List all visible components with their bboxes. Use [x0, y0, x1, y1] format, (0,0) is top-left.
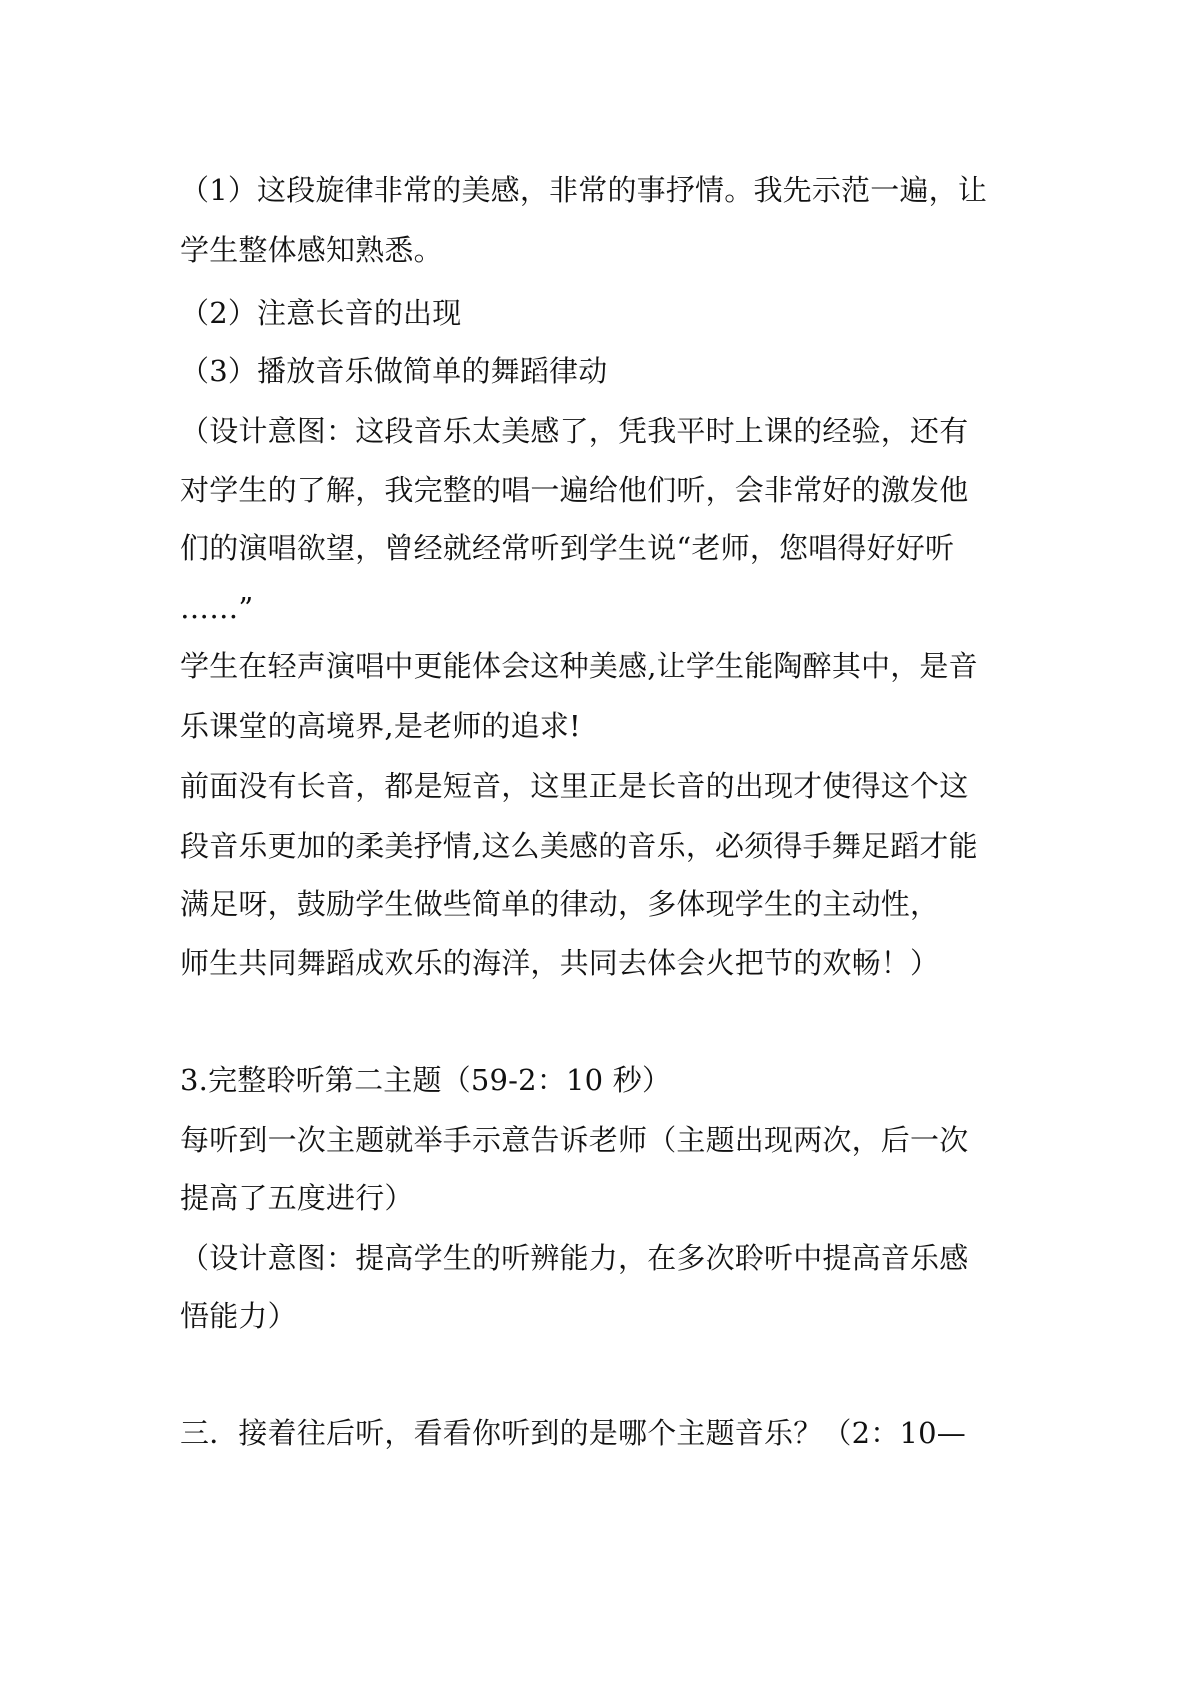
paragraph-line: （设计意图：提高学生的听辨能力，在多次聆听中提高音乐感 [180, 1241, 969, 1275]
paragraph-line: 师生共同舞蹈成欢乐的海洋，共同去体会火把节的欢畅！） [180, 946, 940, 980]
paragraph-line: （3）播放音乐做简单的舞蹈律动 [180, 354, 608, 388]
paragraph-line: 对学生的了解，我完整的唱一遍给他们听，会非常好的激发他 [180, 473, 969, 507]
paragraph-line: 前面没有长音，都是短音，这里正是长音的出现才使得这个这 [180, 769, 969, 803]
paragraph-line: 段音乐更加的柔美抒情,这么美感的音乐，必须得手舞足蹈才能 [180, 829, 978, 863]
paragraph-line: 提高了五度进行） [180, 1181, 414, 1215]
paragraph-line: 学生整体感知熟悉。 [180, 233, 443, 267]
paragraph-line: ……” [180, 591, 254, 625]
paragraph-line: 乐课堂的高境界,是老师的追求! [180, 709, 581, 743]
section-heading: 3.完整聆听第二主题（59-2：10 秒） [180, 1063, 672, 1097]
paragraph-line: （设计意图：这段音乐太美感了，凭我平时上课的经验，还有 [180, 414, 969, 448]
paragraph-line: 们的演唱欲望，曾经就经常听到学生说“老师，您唱得好好听 [180, 531, 955, 565]
paragraph-line: （2）注意长音的出现 [180, 296, 462, 330]
paragraph-line: 学生在轻声演唱中更能体会这种美感,让学生能陶醉其中，是音 [180, 649, 978, 683]
paragraph-line: 悟能力） [180, 1299, 297, 1333]
paragraph-line: （1）这段旋律非常的美感，非常的事抒情。我先示范一遍，让 [180, 173, 988, 207]
paragraph-line: 满足呀，鼓励学生做些简单的律动，多体现学生的主动性， [180, 887, 940, 921]
paragraph-line: 每听到一次主题就举手示意告诉老师（主题出现两次，后一次 [180, 1123, 969, 1157]
section-heading: 三．接着往后听，看看你听到的是哪个主题音乐？（2：10— [180, 1416, 966, 1450]
